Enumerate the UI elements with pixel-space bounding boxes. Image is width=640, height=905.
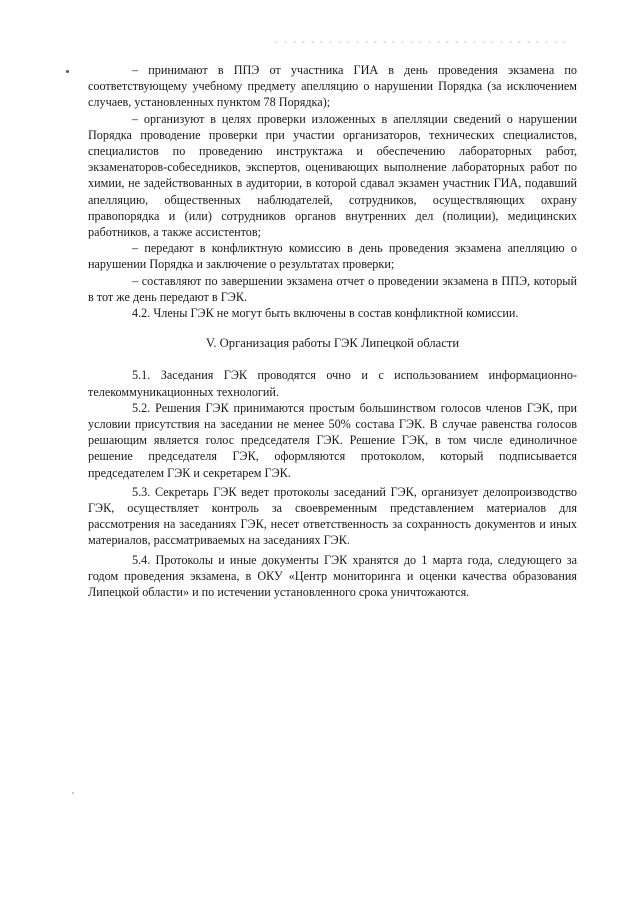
paragraph-5-4: 5.4. Протоколы и иные документы ГЭК хранятся до 1 марта года, следующего за годом проведения экзамена, в ОКУ «Центр мониторинга и оценки качества образования Липецкой области» и по истечении установленного срока уничтожаются.: [88, 552, 577, 600]
section-heading: V. Организация работы ГЭК Липецкой области: [205, 336, 460, 351]
paragraph-accept-appeal: – принимают в ППЭ от участника ГИА в день проведения экзамена по соответствующему учебному предмету апелляцию о нарушении Порядка (за исключением случаев, установленных пунктом 78 Порядка);: [88, 63, 577, 110]
margin-speck: [72, 792, 74, 794]
paragraph-5-3: 5.3. Секретарь ГЭК ведет протоколы заседаний ГЭК, организует делопроизводство ГЭК, осуществляет контроль за своевременным представлением материалов для рассмотрения на заседаниях ГЭК, несет ответственность за сохранность документов и иных материалов, рассматриваемых на заседаниях ГЭК.: [88, 484, 577, 548]
paragraph-5-2: 5.2. Решения ГЭК принимаются простым большинством голосов членов ГЭК, при условии присутствия на заседании не менее 50% состава ГЭК. В случае равенства голосов решающим является голос председателя ГЭК. Решение ГЭК, в том числе единоличное решение председателя ГЭК, оформляются протоколом, который подписывается председателем ГЭК и секретарем ГЭК.: [88, 400, 577, 480]
paragraph-report: – составляют по завершении экзамена отчет о проведении экзамена в ППЭ, который в тот же день передают в ГЭК.: [88, 273, 577, 304]
paragraph-organize-check: – организуют в целях проверки изложенных в апелляции сведений о нарушении Порядка проводение проверки при участии организаторов, технических специалистов, специалистов по проведению инструктажа и обеспечению лабораторных работ, экзаменаторов-собеседников, экспертов, оценивающих выполнение лабораторных работ по химии, не задействованных в аудитории, в которой сдавал экзамен участник ГИА, подавший апелляцию, общественных наблюдателей, сотрудников, осуществляющих охрану правопорядка и (или) сотрудников органов внутренних дел (полиции), медицинских работников, а также ассистентов;: [88, 111, 577, 240]
document-body: [88, 62, 577, 600]
scan-artifact: [272, 40, 572, 44]
paragraph-5-1: 5.1. Заседания ГЭК проводятся очно и с использованием информационно-телекоммуникационных технологий.: [88, 368, 577, 399]
margin-mark: [66, 70, 69, 73]
paragraph-transfer-appeal: – передают в конфликтную комиссию в день проведения экзамена апелляцию о нарушении Порядка и заключение о результатах проверки;: [88, 241, 577, 272]
paragraph-4-2: 4.2. Члены ГЭК не могут быть включены в состав конфликтной комиссии.: [132, 306, 519, 321]
